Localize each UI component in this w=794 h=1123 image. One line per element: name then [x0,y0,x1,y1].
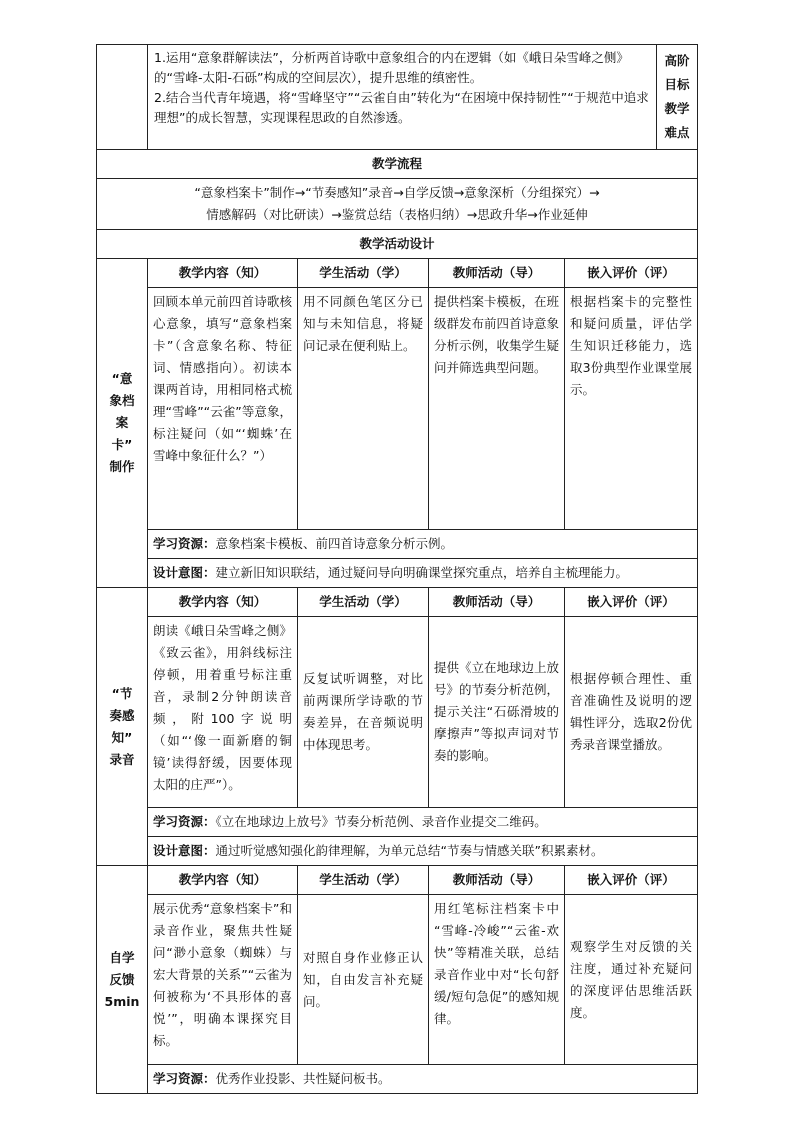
header-content: 教学内容（知） [148,588,298,617]
section1-resources [148,530,698,559]
section2-intent [148,837,698,866]
goals-tag-cell [657,45,698,150]
header-teacher: 教师活动（导） [429,866,565,895]
section3-body-row [97,895,698,1065]
goal-item-2: 2.结合当代青年境遇，将“雪峰坚守”“云雀自由”转化为“在困境中保持韧性”“于规范中追求理想”的成长智慧，实现课程思政的自然渗透。 [154,90,649,125]
section2-intent-text: 通过听觉感知强化韵律理解，为单元总结“节奏与情感关联”积累素材。 [215,843,604,858]
section3-name-cell [97,866,148,1094]
section3-name-line: 5min [104,993,140,1009]
section2-eval: 根据停顿合理性、重音准确性及说明的逻辑性评分，选取2份优秀录音课堂播放。 [565,617,698,808]
section1-student: 用不同颜色笔区分已知与未知信息，将疑问记录在便利贴上。 [298,288,429,530]
section3-student: 对照自身作业修正认知，自由发言补充疑问。 [298,895,429,1065]
section1-intent-row [97,559,698,588]
design-title: 教学活动设计 [97,230,698,259]
section3-eval: 观察学生对反馈的关注度，通过补充疑问的深度评估思维活跃度。 [565,895,698,1065]
goals-text-cell [148,45,657,150]
section3-teacher: 用红笔标注档案卡中 “雪峰-冷峻”“云雀-欢快”等精准关联，总结录音作业中对“长句舒缓/短句急促”的感知规律。 [429,895,565,1065]
section2-resources [148,808,698,837]
section1-name-line: 制作 [109,459,135,474]
header-teacher: 教师活动（导） [429,259,565,288]
section3-name-line: 自学 [109,949,135,965]
flow-title: 教学流程 [97,150,698,179]
resources-label: 学习资源： [153,536,216,551]
section1-header-row [97,259,698,288]
goal-tag-line: 难点 [664,125,690,140]
flow-line-1: “意象档案卡”制作→“节奏感知”录音→自学反馈→意象深析（分组探究）→ [194,185,600,200]
resources-label: 学习资源： [153,814,216,829]
header-teacher: 教师活动（导） [429,588,565,617]
goals-row [97,45,698,150]
section2-name-line: 录音 [109,751,135,767]
section1-content: 回顾本单元前四首诗歌核心意象，填写“意象档案卡”（含意象名称、特征词、情感指向）。初读本课两首诗，用相同格式梳理“雪峰”“云雀”等意象，标注疑问（如“‘蜘蛛’在雪峰中象征什么？”） [148,288,298,530]
flow-row [97,179,698,230]
section1-name-line: 卡” [111,437,133,452]
goal-tag-line: 教学 [664,101,690,116]
section1-body-row [97,288,698,530]
section1-resources-text: 意象档案卡模板、前四首诗意象分析示例。 [215,536,454,551]
section3-resources-row [97,1065,698,1094]
goals-blank-cell [97,45,148,150]
goal-tag-line: 高阶 [664,53,690,68]
header-student: 学生活动（学） [298,588,429,617]
goal-tag-line: 目标 [664,77,690,92]
goal-item-1: 1.运用“意象群解读法”，分析两首诗歌中意象组合的内在逻辑（如《峨日朵雪峰之侧》的“雪峰-太阳-石砾”构成的空间层次），提升思维的缜密性。 [154,50,629,85]
section2-resources-row [97,808,698,837]
section3-resources-text: 优秀作业投影、共性疑问板书。 [215,1071,391,1086]
section1-intent-text: 建立新旧知识联结，通过疑问导向明确课堂探究重点，培养自主梳理能力。 [215,565,629,580]
header-content: 教学内容（知） [148,866,298,895]
flow-title-row [97,150,698,179]
section2-resources-text: 《立在地球边上放号》节奏分析范例、录音作业提交二维码。 [215,814,547,829]
flow-line-2: 情感解码（对比研读）→鉴赏总结（表格归纳）→思政升华→作业延伸 [206,207,588,222]
header-eval: 嵌入评价（评） [565,866,698,895]
intent-label: 设计意图： [153,843,216,858]
section1-name-cell [97,259,148,588]
section2-header-row [97,588,698,617]
section1-intent [148,559,698,588]
section3-content: 展示优秀“意象档案卡”和录音作业，聚焦共性疑问“渺小意象（蜘蛛）与宏大背景的关系”“云雀为何被称为‘不具形体的喜悦’”，明确本课探究目标。 [148,895,298,1065]
intent-label: 设计意图： [153,565,216,580]
section1-eval: 根据档案卡的完整性和疑问质量，评估学生知识迁移能力，选取3份典型作业课堂展示。 [565,288,698,530]
section1-resources-row [97,530,698,559]
section3-resources [148,1065,698,1094]
section2-teacher: 提供《立在地球边上放号》的节奏分析范例，提示关注“石砾滑坡的摩擦声”等拟声词对节奏的影响。 [429,617,565,808]
header-content: 教学内容（知） [148,259,298,288]
lesson-plan-table [96,44,698,1094]
header-eval: 嵌入评价（评） [565,259,698,288]
section2-student: 反复试听调整，对比前两课所学诗歌的节奏差异，在音频说明中体现思考。 [298,617,429,808]
section2-name-line: “节 [111,685,133,701]
section2-name-line: 奏感 [109,707,135,723]
header-student: 学生活动（学） [298,259,429,288]
header-student: 学生活动（学） [298,866,429,895]
section2-content: 朗读《峨日朵雪峰之侧》《致云雀》，用斜线标注停顿，用着重号标注重音，录制2分钟朗读音频，附100字说明（如“‘像一面新磨的铜镜’读得舒缓，因要体现太阳的庄严”）。 [148,617,298,808]
section3-name-line: 反馈 [109,971,135,987]
resources-label: 学习资源： [153,1071,216,1086]
section1-teacher: 提供档案卡模板，在班级群发布前四首诗意象分析示例，收集学生疑问并筛选典型问题。 [429,288,565,530]
section3-header-row [97,866,698,895]
section1-name-line: “意 [111,371,133,386]
section1-name-line: 象档 [109,393,135,408]
section2-name-cell [97,588,148,866]
section2-intent-row [97,837,698,866]
section2-name-line: 知” [111,729,133,745]
flow-text-cell [97,179,698,230]
section1-name-line: 案 [115,415,129,430]
design-title-row [97,230,698,259]
section2-body-row [97,617,698,808]
header-eval: 嵌入评价（评） [565,588,698,617]
